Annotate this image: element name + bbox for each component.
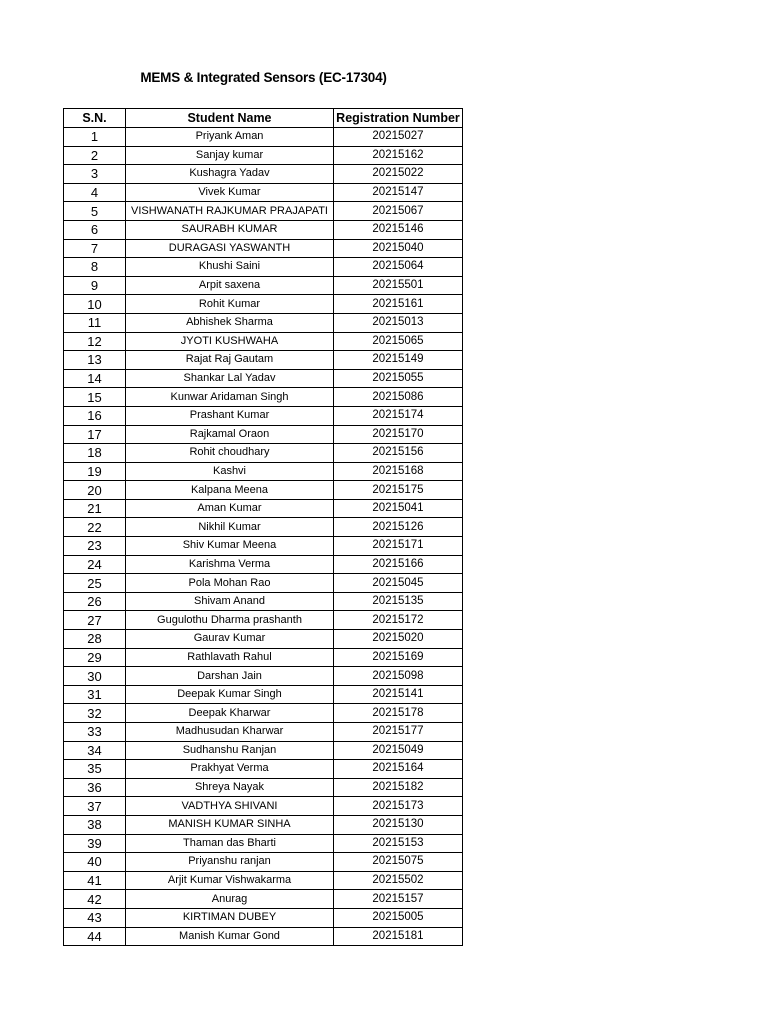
serial-number-cell: 27	[64, 611, 126, 630]
student-name-cell: Priyank Aman	[126, 128, 334, 147]
header-student-name: Student Name	[126, 109, 334, 128]
student-name-cell: Abhishek Sharma	[126, 313, 334, 332]
serial-number-cell: 37	[64, 797, 126, 816]
serial-number-cell: 31	[64, 685, 126, 704]
student-name-cell: Prashant Kumar	[126, 406, 334, 425]
table-row	[64, 611, 463, 630]
student-name-cell: Kalpana Meena	[126, 481, 334, 500]
registration-number-cell: 20215162	[334, 146, 463, 165]
student-name-cell: Manish Kumar Gond	[126, 927, 334, 946]
student-name-cell: Priyanshu ranjan	[126, 853, 334, 872]
student-name-cell: Anurag	[126, 890, 334, 909]
table-row	[64, 908, 463, 927]
registration-number-cell: 20215135	[334, 592, 463, 611]
serial-number-cell: 1	[64, 128, 126, 147]
registration-number-cell: 20215147	[334, 183, 463, 202]
serial-number-cell: 4	[64, 183, 126, 202]
serial-number-cell: 25	[64, 574, 126, 593]
student-name-cell: Deepak Kumar Singh	[126, 685, 334, 704]
serial-number-cell: 10	[64, 295, 126, 314]
student-name-cell: VISHWANATH RAJKUMAR PRAJAPATI	[126, 202, 334, 221]
registration-number-cell: 20215126	[334, 518, 463, 537]
registration-number-cell: 20215168	[334, 462, 463, 481]
registration-number-cell: 20215020	[334, 630, 463, 649]
table-row	[64, 815, 463, 834]
registration-number-cell: 20215086	[334, 388, 463, 407]
serial-number-cell: 43	[64, 908, 126, 927]
serial-number-cell: 44	[64, 927, 126, 946]
serial-number-cell: 11	[64, 313, 126, 332]
serial-number-cell: 19	[64, 462, 126, 481]
serial-number-cell: 40	[64, 853, 126, 872]
serial-number-cell: 38	[64, 815, 126, 834]
registration-number-cell: 20215149	[334, 351, 463, 370]
header-serial-number: S.N.	[64, 109, 126, 128]
table-header-row	[64, 109, 463, 128]
table-row	[64, 592, 463, 611]
registration-number-cell: 20215502	[334, 871, 463, 890]
student-name-cell: Kushagra Yadav	[126, 165, 334, 184]
student-name-cell: SAURABH KUMAR	[126, 220, 334, 239]
student-table	[63, 108, 463, 946]
table-row	[64, 332, 463, 351]
table-row	[64, 425, 463, 444]
table-row	[64, 778, 463, 797]
student-name-cell: Shreya Nayak	[126, 778, 334, 797]
serial-number-cell: 36	[64, 778, 126, 797]
table-row	[64, 351, 463, 370]
serial-number-cell: 21	[64, 499, 126, 518]
table-row	[64, 239, 463, 258]
student-name-cell: Shiv Kumar Meena	[126, 537, 334, 556]
table-row	[64, 220, 463, 239]
serial-number-cell: 30	[64, 667, 126, 686]
student-name-cell: Rohit choudhary	[126, 444, 334, 463]
registration-number-cell: 20215153	[334, 834, 463, 853]
registration-number-cell: 20215141	[334, 685, 463, 704]
student-name-cell: Sudhanshu Ranjan	[126, 741, 334, 760]
table-row	[64, 406, 463, 425]
table-row	[64, 537, 463, 556]
registration-number-cell: 20215166	[334, 555, 463, 574]
table-row	[64, 462, 463, 481]
table-row	[64, 853, 463, 872]
student-name-cell: Pola Mohan Rao	[126, 574, 334, 593]
serial-number-cell: 42	[64, 890, 126, 909]
student-name-cell: Shankar Lal Yadav	[126, 369, 334, 388]
serial-number-cell: 34	[64, 741, 126, 760]
document-title: MEMS & Integrated Sensors (EC-17304)	[140, 70, 387, 85]
student-name-cell: Shivam Anand	[126, 592, 334, 611]
student-name-cell: Rajkamal Oraon	[126, 425, 334, 444]
table-row	[64, 313, 463, 332]
student-name-cell: Gaurav Kumar	[126, 630, 334, 649]
serial-number-cell: 29	[64, 648, 126, 667]
table-row	[64, 369, 463, 388]
header-registration-number: Registration Number	[334, 109, 463, 128]
table-row	[64, 555, 463, 574]
serial-number-cell: 12	[64, 332, 126, 351]
table-row	[64, 704, 463, 723]
registration-number-cell: 20215181	[334, 927, 463, 946]
serial-number-cell: 39	[64, 834, 126, 853]
serial-number-cell: 18	[64, 444, 126, 463]
student-name-cell: Gugulothu Dharma prashanth	[126, 611, 334, 630]
serial-number-cell: 16	[64, 406, 126, 425]
table-row	[64, 871, 463, 890]
table-row	[64, 667, 463, 686]
student-name-cell: Rathlavath Rahul	[126, 648, 334, 667]
registration-number-cell: 20215013	[334, 313, 463, 332]
serial-number-cell: 22	[64, 518, 126, 537]
table-row	[64, 481, 463, 500]
table-row	[64, 295, 463, 314]
registration-number-cell: 20215064	[334, 258, 463, 277]
registration-number-cell: 20215027	[334, 128, 463, 147]
student-name-cell: Darshan Jain	[126, 667, 334, 686]
registration-number-cell: 20215501	[334, 276, 463, 295]
serial-number-cell: 5	[64, 202, 126, 221]
student-name-cell: Kunwar Aridaman Singh	[126, 388, 334, 407]
table-row	[64, 574, 463, 593]
registration-number-cell: 20215164	[334, 760, 463, 779]
table-row	[64, 183, 463, 202]
serial-number-cell: 41	[64, 871, 126, 890]
student-name-cell: Aman Kumar	[126, 499, 334, 518]
student-name-cell: KIRTIMAN DUBEY	[126, 908, 334, 927]
registration-number-cell: 20215098	[334, 667, 463, 686]
student-name-cell: Madhusudan Kharwar	[126, 723, 334, 742]
registration-number-cell: 20215171	[334, 537, 463, 556]
student-name-cell: Thaman das Bharti	[126, 834, 334, 853]
student-name-cell: Khushi Saini	[126, 258, 334, 277]
registration-number-cell: 20215173	[334, 797, 463, 816]
student-name-cell: Nikhil Kumar	[126, 518, 334, 537]
registration-number-cell: 20215175	[334, 481, 463, 500]
table-row	[64, 146, 463, 165]
table-row	[64, 202, 463, 221]
table-row	[64, 258, 463, 277]
table-row	[64, 741, 463, 760]
serial-number-cell: 32	[64, 704, 126, 723]
student-name-cell: DURAGASI YASWANTH	[126, 239, 334, 258]
registration-number-cell: 20215161	[334, 295, 463, 314]
table-row	[64, 444, 463, 463]
table-row	[64, 834, 463, 853]
serial-number-cell: 14	[64, 369, 126, 388]
registration-number-cell: 20215169	[334, 648, 463, 667]
table-row	[64, 165, 463, 184]
registration-number-cell: 20215178	[334, 704, 463, 723]
registration-number-cell: 20215182	[334, 778, 463, 797]
student-name-cell: Arpit saxena	[126, 276, 334, 295]
table-row	[64, 890, 463, 909]
registration-number-cell: 20215156	[334, 444, 463, 463]
table-row	[64, 760, 463, 779]
table-row	[64, 518, 463, 537]
registration-number-cell: 20215041	[334, 499, 463, 518]
student-name-cell: VADTHYA SHIVANI	[126, 797, 334, 816]
table-row	[64, 685, 463, 704]
serial-number-cell: 24	[64, 555, 126, 574]
serial-number-cell: 17	[64, 425, 126, 444]
registration-number-cell: 20215172	[334, 611, 463, 630]
table-row	[64, 723, 463, 742]
serial-number-cell: 6	[64, 220, 126, 239]
registration-number-cell: 20215065	[334, 332, 463, 351]
student-name-cell: Prakhyat Verma	[126, 760, 334, 779]
registration-number-cell: 20215055	[334, 369, 463, 388]
registration-number-cell: 20215157	[334, 890, 463, 909]
student-name-cell: Arjit Kumar Vishwakarma	[126, 871, 334, 890]
serial-number-cell: 8	[64, 258, 126, 277]
registration-number-cell: 20215130	[334, 815, 463, 834]
registration-number-cell: 20215174	[334, 406, 463, 425]
table-row	[64, 128, 463, 147]
student-name-cell: Deepak Kharwar	[126, 704, 334, 723]
registration-number-cell: 20215177	[334, 723, 463, 742]
student-name-cell: Karishma Verma	[126, 555, 334, 574]
student-name-cell: Sanjay kumar	[126, 146, 334, 165]
serial-number-cell: 26	[64, 592, 126, 611]
registration-number-cell: 20215075	[334, 853, 463, 872]
serial-number-cell: 9	[64, 276, 126, 295]
table-body	[64, 128, 463, 946]
table-row	[64, 276, 463, 295]
student-name-cell: Rajat Raj Gautam	[126, 351, 334, 370]
registration-number-cell: 20215049	[334, 741, 463, 760]
serial-number-cell: 3	[64, 165, 126, 184]
registration-number-cell: 20215022	[334, 165, 463, 184]
student-name-cell: Rohit Kumar	[126, 295, 334, 314]
registration-number-cell: 20215040	[334, 239, 463, 258]
student-name-cell: Vivek Kumar	[126, 183, 334, 202]
serial-number-cell: 35	[64, 760, 126, 779]
student-name-cell: Kashvi	[126, 462, 334, 481]
serial-number-cell: 15	[64, 388, 126, 407]
registration-number-cell: 20215067	[334, 202, 463, 221]
table-row	[64, 630, 463, 649]
serial-number-cell: 7	[64, 239, 126, 258]
registration-number-cell: 20215170	[334, 425, 463, 444]
serial-number-cell: 20	[64, 481, 126, 500]
table-row	[64, 648, 463, 667]
serial-number-cell: 28	[64, 630, 126, 649]
student-name-cell: JYOTI KUSHWAHA	[126, 332, 334, 351]
serial-number-cell: 2	[64, 146, 126, 165]
student-name-cell: MANISH KUMAR SINHA	[126, 815, 334, 834]
registration-number-cell: 20215005	[334, 908, 463, 927]
table-row	[64, 499, 463, 518]
registration-number-cell: 20215146	[334, 220, 463, 239]
table-row	[64, 388, 463, 407]
serial-number-cell: 23	[64, 537, 126, 556]
table-row	[64, 927, 463, 946]
registration-number-cell: 20215045	[334, 574, 463, 593]
table-row	[64, 797, 463, 816]
serial-number-cell: 33	[64, 723, 126, 742]
serial-number-cell: 13	[64, 351, 126, 370]
